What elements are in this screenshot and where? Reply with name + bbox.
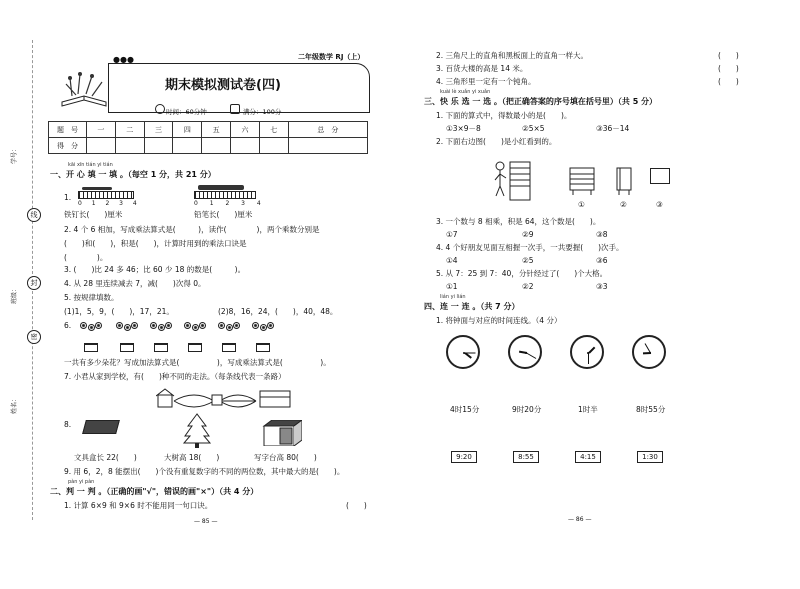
time-label[interactable]: 8时55分 [636,405,666,414]
q8-number: 8. [64,420,72,429]
score-header-cell: 三 [144,122,173,138]
time-label[interactable]: 9时20分 [512,405,542,414]
analog-clock[interactable] [508,335,542,369]
q2-line2: ( )和( )，积是( )，计算时用到的乘法口诀是 [64,239,247,248]
q8a: 文具盒长 22( ) [74,453,137,462]
flower-pot [114,322,140,352]
analog-clock[interactable] [446,335,480,369]
score-cell[interactable] [288,138,367,154]
medal-icon [230,104,240,114]
score-header-cell: 题 号 [49,122,87,138]
ruler-1 [78,191,134,199]
score-header-row [49,122,368,138]
choice-4-option[interactable]: ③6 [596,256,608,265]
section3-title: 三、快 乐 选 一 选 。（把正确答案的序号填在括号里）（共 5 分） [424,97,658,106]
q7: 7. 小君从家到学校，有( )种不同的走法。（每条线代表一条路） [64,372,286,381]
section2-pinyin: pàn yi pàn [68,479,95,485]
digital-time[interactable]: 4:15 [575,451,601,463]
student-number-label: 学号： [11,145,19,165]
page-number-right: — 86 — [568,516,592,523]
choice-3-option[interactable]: ①7 [446,230,458,239]
name-label: 姓名： [11,395,19,415]
choice-5: 5. 从 7：25 到 7：40，分针经过了( )个大格。 [436,269,608,278]
digital-time[interactable]: 1:30 [637,451,663,463]
choice-5-option[interactable]: ③3 [596,282,608,291]
score-header-cell: 七 [259,122,288,138]
score-cell[interactable] [231,138,260,154]
q6-number: 6. [64,321,72,330]
q6-answer: 一共有多少朵花？写成加法算式是( )，写成乘法算式是( )。 [64,358,331,367]
desk-figure [262,420,302,446]
view-option-2[interactable] [614,166,634,196]
judge-2: 2. 三角尺上的直角和黑板面上的直角一样大。 [436,51,589,60]
score-cell[interactable] [202,138,231,154]
choice-2-label: ③ [656,200,663,209]
section3-pinyin: kuài lè xuǎn yi xuǎn [440,89,491,95]
judge-4: 4. 三角形里一定有一个钝角。 [436,77,536,86]
score-cell[interactable] [115,138,144,154]
choice-1-option[interactable]: ①3×9－8 [446,124,481,133]
judge-1-paren[interactable]: ( ) [346,501,367,510]
match-1: 1. 将钟面与对应的时间连线。（4 分） [436,316,562,325]
score-header-cell: 五 [202,122,231,138]
q4: 4. 从 28 里连续减去 7，减( )次得 0。 [64,279,206,288]
pencil-box-figure [82,420,120,434]
score-header-cell: 一 [87,122,116,138]
judge-3-paren[interactable]: ( ) [718,64,739,73]
score-header-cell: 四 [173,122,202,138]
q1a: 铁钉长( )厘米 [64,210,123,219]
flower-pot [250,322,276,352]
choice-1-option[interactable]: ③36－14 [596,124,630,133]
q3: 3. ( )比 24 多 46；比 60 少 18 的数是( )。 [64,265,246,274]
section1-title: 一、开 心 填 一 填 。（每空 1 分，共 21 分） [50,170,216,179]
choice-2-label: ① [578,200,585,209]
digital-time[interactable]: 8:55 [513,451,539,463]
tree-figure [182,412,212,448]
choice-3-option[interactable]: ②9 [522,230,534,239]
choice-4-option[interactable]: ①4 [446,256,458,265]
view-option-3[interactable] [650,168,670,184]
q1-number: 1. [64,193,72,202]
score-cell[interactable] [144,138,173,154]
choice-4: 4. 4 个好朋友见面互相握一次手，一共要握( )次手。 [436,243,624,252]
choice-3-option[interactable]: ③8 [596,230,608,239]
choice-2-label: ② [620,200,627,209]
flower-pot [216,322,242,352]
analog-clock[interactable] [632,335,666,369]
analog-clock[interactable] [570,335,604,369]
score-cell[interactable] [173,138,202,154]
score-table [48,121,368,154]
girl-cabinet-figure [492,158,532,202]
book-logo [58,70,110,110]
section2-title: 二、判 一 判 。（正确的画"√"，错误的画"×"）（共 4 分） [50,487,259,496]
time-label[interactable]: 4时15分 [450,405,480,414]
class-label: 班级： [11,285,19,305]
q1b: 铅笔长( )厘米 [194,210,253,219]
digital-time[interactable]: 9:20 [451,451,477,463]
score-header-cell: 总 分 [288,122,367,138]
choice-5-option[interactable]: ②2 [522,282,534,291]
score-cell[interactable] [259,138,288,154]
time-label[interactable]: 1时半 [578,405,598,414]
choice-2: 2. 下面右边图( )是小红看到的。 [436,137,557,146]
exam-title: 期末模拟测试卷(四) [165,78,281,93]
clock-icon [155,104,165,114]
ruler-2 [194,191,256,199]
seal-feng: 封 [27,276,41,290]
seal-xian: 线 [27,208,41,222]
score-cell[interactable] [87,138,116,154]
choice-5-option[interactable]: ①1 [446,282,458,291]
seal-mi: 密 [27,330,41,344]
nail-figure [82,187,112,190]
q5: 5. 按规律填数。 [64,293,119,302]
q2-line1: 2. 4 个 6 相加，写成乘法算式是( )，读作( )，两个乘数分别是 [64,225,320,234]
ruler-1-labels: 0 1 2 3 4 [78,200,141,207]
q5a: (1)1，5，9，( )，17，21。 [64,307,174,316]
flower-pot [78,322,104,352]
score-header-cell: 六 [231,122,260,138]
q8b: 大树高 18( ) [164,453,220,462]
view-option-1[interactable] [568,166,596,196]
choice-1-option[interactable]: ②5×5 [522,124,545,133]
ruler-2-labels: 0 1 2 3 4 [194,200,266,207]
header-dots: ●●● [113,55,134,64]
choice-1: 1. 下面的算式中，得数最小的是( )。 [436,111,572,120]
q9: 9. 用 6，2，8 能摆出( )个没有重复数字的不同的两位数，其中最大的是( )。 [64,467,345,476]
exam-time: 时间：60分钟 [166,108,207,116]
judge-2-paren[interactable]: ( ) [718,51,739,60]
score-value-row [49,138,368,154]
q8c: 写字台高 80( ) [254,453,317,462]
flower-pot [182,322,208,352]
choice-3: 3. 一个数与 8 相乘，积是 64，这个数是( )。 [436,217,601,226]
grade-label: 二年级数学 RJ（上） [298,53,365,61]
judge-4-paren[interactable]: ( ) [718,77,739,86]
section4-title: 四、连 一 连 。（共 7 分） [424,302,520,311]
judge-1: 1. 计算 6×9 和 9×6 时不能用同一句口诀。 [64,501,213,510]
choice-4-option[interactable]: ②5 [522,256,534,265]
section1-pinyin: kāi xīn tián yi tián [68,162,113,168]
q2-line3: ( )。 [64,253,108,262]
q5b: (2)8，16，24，( )，40，48。 [218,307,338,316]
page-number-left: — 85 — [194,518,218,525]
score-header-cell: 二 [115,122,144,138]
full-score: 满分：100分 [243,108,282,116]
flower-pot [148,322,174,352]
section4-pinyin: lián yi lián [440,294,466,300]
route-diagram [156,385,296,411]
judge-3: 3. 百货大楼的高是 14 米。 [436,64,528,73]
score-row-label: 得 分 [49,138,87,154]
pencil-figure [198,185,244,190]
